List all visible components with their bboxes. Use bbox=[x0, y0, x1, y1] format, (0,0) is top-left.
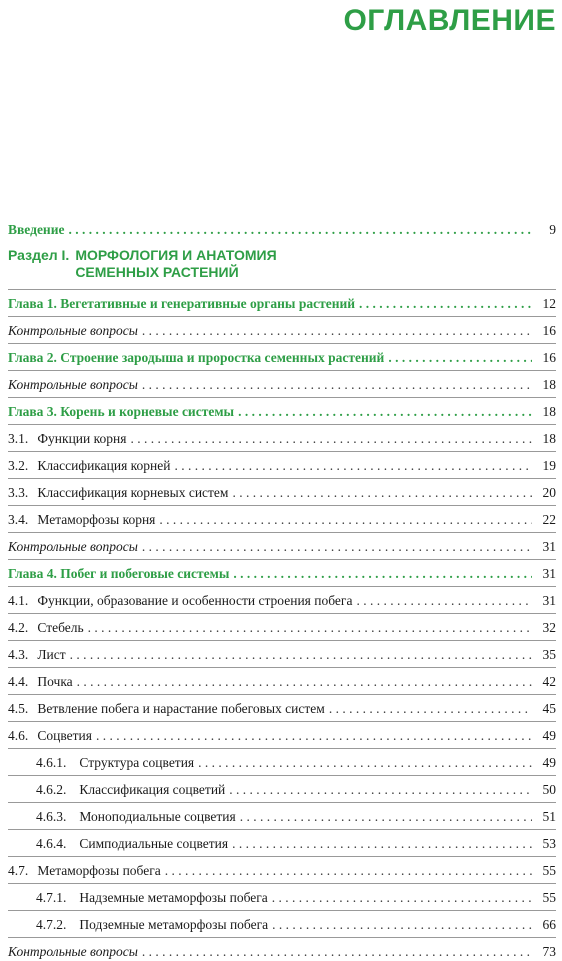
toc-page: 31 bbox=[542, 539, 556, 554]
leader-dots bbox=[159, 510, 532, 529]
leader-dots bbox=[142, 321, 532, 340]
toc-page: 55 bbox=[542, 863, 556, 878]
toc-number: 4.4. bbox=[8, 674, 29, 689]
toc-label bbox=[8, 429, 126, 448]
divider bbox=[8, 478, 556, 479]
toc-page: 35 bbox=[542, 647, 556, 662]
toc-page: 32 bbox=[542, 620, 556, 635]
divider bbox=[8, 856, 556, 857]
divider bbox=[8, 802, 556, 803]
section-title-line1: МОРФОЛОГИЯ И АНАТОМИЯ bbox=[75, 247, 277, 263]
toc-questions-3 bbox=[8, 537, 556, 556]
toc-page: 18 bbox=[542, 404, 556, 419]
toc-page: 73 bbox=[542, 944, 556, 959]
toc-text: Функции, образование и особенности строения побега bbox=[37, 593, 353, 608]
section-title-line2: СЕМЕННЫХ РАСТЕНИЙ bbox=[75, 264, 239, 280]
toc-page: 53 bbox=[542, 836, 556, 851]
leader-dots bbox=[142, 375, 532, 394]
toc-item-3-2 bbox=[8, 456, 556, 475]
toc-text: Лист bbox=[37, 647, 66, 662]
leader-dots bbox=[174, 456, 532, 475]
toc-item-3-3 bbox=[8, 483, 556, 502]
toc-item-4-7-2 bbox=[8, 915, 556, 934]
toc-entry-intro bbox=[8, 220, 556, 239]
divider bbox=[8, 532, 556, 533]
toc-label bbox=[8, 861, 161, 880]
toc-number: 4.3. bbox=[8, 647, 29, 662]
leader-dots bbox=[142, 942, 532, 961]
toc-page: 55 bbox=[542, 890, 556, 905]
toc-label: Контрольные вопросы bbox=[8, 944, 138, 959]
leader-dots bbox=[232, 834, 532, 853]
toc-label bbox=[8, 510, 155, 529]
toc-page: 22 bbox=[542, 512, 556, 527]
divider bbox=[8, 613, 556, 614]
toc-questions-4 bbox=[8, 942, 556, 961]
toc-text: Стебель bbox=[37, 620, 84, 635]
toc-item-4-6-4 bbox=[8, 834, 556, 853]
toc-item-4-6-1 bbox=[8, 753, 556, 772]
toc-number: 4.6.1. bbox=[36, 755, 67, 770]
toc-page: 12 bbox=[542, 296, 556, 311]
divider bbox=[8, 451, 556, 452]
toc-number: 4.6.4. bbox=[36, 836, 67, 851]
toc-text: Симподиальные соцветия bbox=[79, 836, 229, 851]
toc-page: 18 bbox=[542, 377, 556, 392]
leader-dots bbox=[232, 483, 532, 502]
toc-number: 4.2. bbox=[8, 620, 29, 635]
toc-item-4-3 bbox=[8, 645, 556, 664]
toc-label: Контрольные вопросы bbox=[8, 377, 138, 392]
toc-item-4-2 bbox=[8, 618, 556, 637]
toc-number: 3.3. bbox=[8, 485, 29, 500]
toc-label: Глава 4. Побег и побеговые системы bbox=[8, 566, 230, 581]
toc-item-4-6 bbox=[8, 726, 556, 745]
divider bbox=[8, 667, 556, 668]
toc-label bbox=[8, 807, 236, 826]
leader-dots bbox=[142, 537, 532, 556]
section-title bbox=[75, 247, 276, 281]
divider bbox=[8, 586, 556, 587]
leader-dots bbox=[165, 861, 532, 880]
toc-page: 16 bbox=[542, 350, 556, 365]
leader-dots bbox=[96, 726, 532, 745]
divider bbox=[8, 829, 556, 830]
toc-label bbox=[8, 591, 352, 610]
leader-dots bbox=[329, 699, 532, 718]
toc-text: Метаморфозы побега bbox=[37, 863, 161, 878]
toc-item-4-1 bbox=[8, 591, 556, 610]
leader-dots bbox=[130, 429, 532, 448]
toc-page: 16 bbox=[542, 323, 556, 338]
leader-dots bbox=[229, 780, 532, 799]
toc-number: 3.2. bbox=[8, 458, 29, 473]
divider bbox=[8, 289, 556, 290]
divider bbox=[8, 883, 556, 884]
toc-text: Соцветия bbox=[37, 728, 92, 743]
toc-page: 66 bbox=[542, 917, 556, 932]
toc-text: Структура соцветия bbox=[79, 755, 195, 770]
leader-dots bbox=[272, 915, 532, 934]
toc-page: 31 bbox=[542, 593, 556, 608]
divider bbox=[8, 424, 556, 425]
toc-number: 4.6.2. bbox=[36, 782, 67, 797]
toc-page: 19 bbox=[542, 458, 556, 473]
toc-page: 49 bbox=[542, 728, 556, 743]
divider bbox=[8, 505, 556, 506]
toc-item-3-4 bbox=[8, 510, 556, 529]
divider bbox=[8, 775, 556, 776]
leader-dots bbox=[77, 672, 532, 691]
toc-item-4-5 bbox=[8, 699, 556, 718]
toc-text: Надземные метаморфозы побега bbox=[79, 890, 268, 905]
toc-label bbox=[8, 618, 84, 637]
divider bbox=[8, 343, 556, 344]
divider bbox=[8, 748, 556, 749]
table-of-contents bbox=[8, 220, 556, 961]
toc-label bbox=[8, 672, 73, 691]
toc-label bbox=[8, 699, 325, 718]
toc-label: Введение bbox=[8, 222, 65, 237]
toc-label bbox=[8, 834, 228, 853]
toc-label: Глава 3. Корень и корневые системы bbox=[8, 404, 235, 419]
leader-dots bbox=[359, 294, 532, 313]
toc-questions-1 bbox=[8, 321, 556, 340]
toc-item-4-4 bbox=[8, 672, 556, 691]
toc-label bbox=[8, 726, 92, 745]
toc-text: Моноподиальные соцветия bbox=[79, 809, 236, 824]
toc-label bbox=[8, 915, 268, 934]
toc-item-4-7 bbox=[8, 861, 556, 880]
toc-page: 49 bbox=[542, 755, 556, 770]
divider bbox=[8, 721, 556, 722]
divider bbox=[8, 370, 556, 371]
toc-text: Ветвление побега и нарастание побеговых систем bbox=[37, 701, 325, 716]
toc-page: 20 bbox=[542, 485, 556, 500]
leader-dots bbox=[70, 645, 532, 664]
toc-number: 4.6.3. bbox=[36, 809, 67, 824]
toc-number: 4.7.2. bbox=[36, 917, 67, 932]
toc-questions-2 bbox=[8, 375, 556, 394]
leader-dots bbox=[388, 348, 532, 367]
toc-label bbox=[8, 753, 194, 772]
toc-label bbox=[8, 483, 228, 502]
toc-page: 31 bbox=[542, 566, 556, 581]
page-title: ОГЛАВЛЕНИЕ bbox=[343, 4, 556, 37]
toc-item-4-6-2 bbox=[8, 780, 556, 799]
toc-chapter-4 bbox=[8, 564, 556, 583]
divider bbox=[8, 397, 556, 398]
toc-text: Подземные метаморфозы побега bbox=[79, 917, 269, 932]
toc-label bbox=[8, 780, 225, 799]
toc-page: 45 bbox=[542, 701, 556, 716]
leader-dots bbox=[68, 220, 532, 239]
toc-text: Почка bbox=[37, 674, 73, 689]
divider bbox=[8, 640, 556, 641]
divider bbox=[8, 559, 556, 560]
leader-dots bbox=[198, 753, 532, 772]
toc-item-4-6-3 bbox=[8, 807, 556, 826]
section-heading bbox=[8, 247, 556, 281]
toc-text: Метаморфозы корня bbox=[37, 512, 156, 527]
toc-number: 3.1. bbox=[8, 431, 29, 446]
toc-chapter-1 bbox=[8, 294, 556, 313]
toc-item-4-7-1 bbox=[8, 888, 556, 907]
section-label: Раздел I. bbox=[8, 247, 70, 263]
toc-number: 4.7.1. bbox=[36, 890, 67, 905]
toc-label bbox=[8, 888, 268, 907]
toc-label: Глава 1. Вегетативные и генеративные органы растений bbox=[8, 296, 356, 311]
leader-dots bbox=[272, 888, 532, 907]
divider bbox=[8, 910, 556, 911]
toc-number: 4.6. bbox=[8, 728, 29, 743]
leader-dots bbox=[238, 402, 532, 421]
toc-label bbox=[8, 456, 170, 475]
toc-number: 4.5. bbox=[8, 701, 29, 716]
toc-chapter-2 bbox=[8, 348, 556, 367]
divider bbox=[8, 316, 556, 317]
toc-number: 4.1. bbox=[8, 593, 29, 608]
toc-page: 18 bbox=[542, 431, 556, 446]
toc-text: Классификация корневых систем bbox=[37, 485, 229, 500]
leader-dots bbox=[233, 564, 532, 583]
toc-number: 4.7. bbox=[8, 863, 29, 878]
toc-chapter-3 bbox=[8, 402, 556, 421]
toc-label: Контрольные вопросы bbox=[8, 323, 138, 338]
toc-page: 9 bbox=[549, 222, 556, 237]
toc-page: 51 bbox=[542, 809, 556, 824]
toc-text: Классификация корней bbox=[37, 458, 171, 473]
divider bbox=[8, 937, 556, 938]
toc-label: Контрольные вопросы bbox=[8, 539, 138, 554]
toc-text: Классификация соцветий bbox=[79, 782, 226, 797]
leader-dots bbox=[240, 807, 532, 826]
toc-page: 50 bbox=[542, 782, 556, 797]
toc-label bbox=[8, 645, 66, 664]
leader-dots bbox=[88, 618, 532, 637]
toc-label: Глава 2. Строение зародыша и проростка семенных растений bbox=[8, 350, 385, 365]
toc-text: Функции корня bbox=[37, 431, 127, 446]
toc-number: 3.4. bbox=[8, 512, 29, 527]
toc-page: 42 bbox=[542, 674, 556, 689]
toc-item-3-1 bbox=[8, 429, 556, 448]
divider bbox=[8, 694, 556, 695]
leader-dots bbox=[356, 591, 532, 610]
